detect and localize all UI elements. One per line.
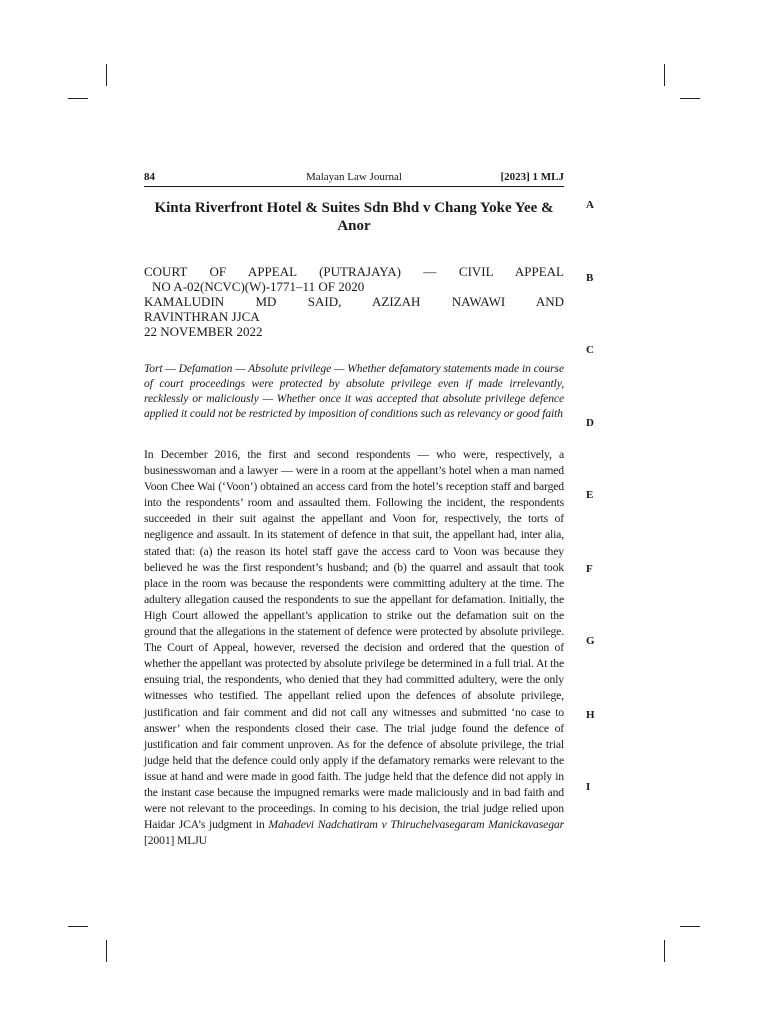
crop-mark [680,98,700,99]
crop-mark [664,940,665,962]
margin-letter-g: G [586,635,595,647]
crop-mark [106,64,107,86]
appeal-number: NO A-02(NCVC)(W)-1771–11 OF 2020 [152,279,365,294]
crop-mark [68,98,88,99]
margin-letter-h: H [586,709,595,721]
margin-letter-c: C [586,344,594,356]
margin-letter-e: E [586,489,594,501]
headnote-summary [144,447,564,849]
case-title: Kinta Riverfront Hotel & Suites Sdn Bhd v Chang Yoke Yee & Anor [154,200,554,234]
journal-name: Malayan Law Journal [306,171,402,183]
summary-text: In December 2016, the first and second respondents — who were, respectively, a businesswoman and a lawyer — were in a room at the appellant’s hotel when a man named Voon Chee Wai (‘Voon’) obtained an access card from the hotel’s reception staff and barged into the respondents’ room and assaulted them. Following the incident, the respondents succeeded in their suit against the appellant and Voon for, respectively, the torts of negligence and assault. In its statement of defence in that suit, the appellant had, inter alia, stated that: (a) the reason its hotel staff gave the access card to Voon was because they believed he was the first respondent’s husband; and (b) the quarrel and assault that took place in the room was because the respondents were committing adultery at the time. The adultery allegation caused the respondents to sue the appellant for defamation. Initially, the High Court allowed the appellant’s application to strike out the defamation suit on the ground that the allegations in the statement of defence were protected by absolute privilege. The Court of Appeal, however, reversed the decision and ordered that the question of whether the appellant was protected by absolute privilege be determined in a full trial. At the ensuing trial, the respondents, who denied that they had committed adultery, were the only witnesses who testified. The appellant relied upon the defences of absolute privilege, justification and fair comment and did not call any witnesses and submitted ‘no case to answer’ when the respondents closed their case. The trial judge found the defence of justification and fair comment unproven. As for the defence of absolute privilege, the trial judge held that the defence could only apply if the defamatory remarks were relevant to the issue at hand and were made in good faith. The judge held that the defence did not apply in the instant case because the impugned remarks were made maliciously and in bad faith and were not relevant to the proceedings. In coming to his decision, the trial judge relied upon Haidar JCA’s judgment in [144,448,564,832]
journal-citation: [2023] 1 MLJ [500,171,564,183]
margin-letter-a: A [586,199,594,211]
judges-line-2: RAVINTHRAN JJCA [144,309,260,324]
header-rule [144,186,564,187]
decision-date: 22 NOVEMBER 2022 [144,324,263,339]
court-details [144,264,564,339]
catchwords: Tort — Defamation — Absolute privilege — Whether defamatory statements made in course of court proceedings were protected by absolute privilege even if made irrelevantly, recklessly or maliciously — Whether once it was accepted that absolute privilege defence applied it could not be restricted by imposition of conditions such as relevancy or good faith [144,362,564,420]
crop-mark [68,926,88,927]
margin-letter-f: F [586,563,593,575]
margin-letter-i: I [586,781,591,793]
cited-case-citation: [2001] MLJU [144,834,207,848]
margin-letter-b: B [586,272,594,284]
page-number: 84 [144,171,155,183]
margin-letter-d: D [586,417,594,429]
crop-mark [680,926,700,927]
crop-mark [106,940,107,962]
judges-line: KAMALUDIN MD SAID, AZIZAH NAWAWI AND [144,294,564,309]
cited-case: Mahadevi Nadchatiram v Thiruchelvasegaram Manickavasegar [268,818,564,832]
crop-mark [664,64,665,86]
court-line: COURT OF APPEAL (PUTRAJAYA) — CIVIL APPEAL [144,264,564,279]
